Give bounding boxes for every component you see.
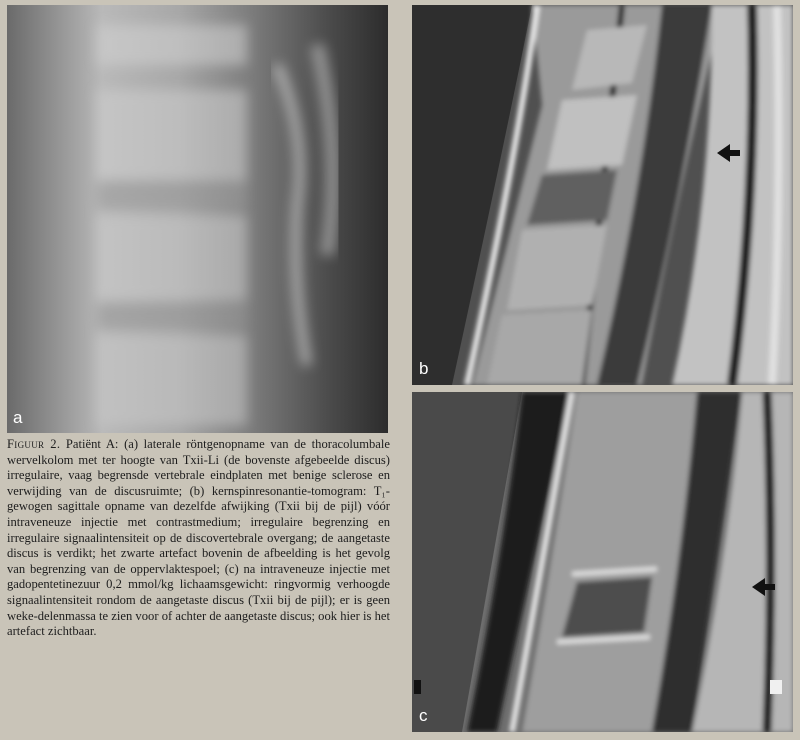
radiograph-panel-a [7,5,388,433]
panel-label-a: a [13,408,23,427]
marker-black [414,680,421,694]
caption-text: Patiënt A: (a) laterale röntgenopname van de thoracolumbale wervelkolom met ter hoogte van Txii-Li (de bovenste afgebeelde discus) irregulaire, vaag begrensde vertebrale eindplaten met benige sclerose en verwijding van de discusruimte; (b) kernspinresonantie-tomogram: T₁-gewogen sagittale opname van dezelfde afwijking (Txii bij de pijl) vóór intraveneuze injectie met contrastmedium; irregulaire begrenzing en irregulaire signaalintensiteit op de discovertebrale overgang; de aangetaste discus is verdikt; het zwarte artefact bovenin de afbeelding is het gevolg van begrenzing van de oppervlaktespoel; (c) na intraveneuze injectie met gadopentetinezuur 0,2 mmol/kg lichaamsgewicht: ringvormig verhoogde signaalintensiteit rondom de aangetaste discus (Txii bij de pijl); er is geen weke-delenmassa te zien voor of achter de aangetaste discus; ook hier is het artefact zichtbaar. [7,437,390,639]
radiograph-image [7,5,388,433]
panel-label-c: c [419,706,428,725]
mri-image-c [412,392,793,732]
figure-label: Figuur 2. [7,437,61,451]
panel-label-b: b [419,359,429,378]
mri-panel-b [412,5,793,385]
mri-image-b [412,5,793,385]
figure-caption [7,437,390,640]
mri-panel-c [412,392,793,732]
marker-white [770,680,782,694]
